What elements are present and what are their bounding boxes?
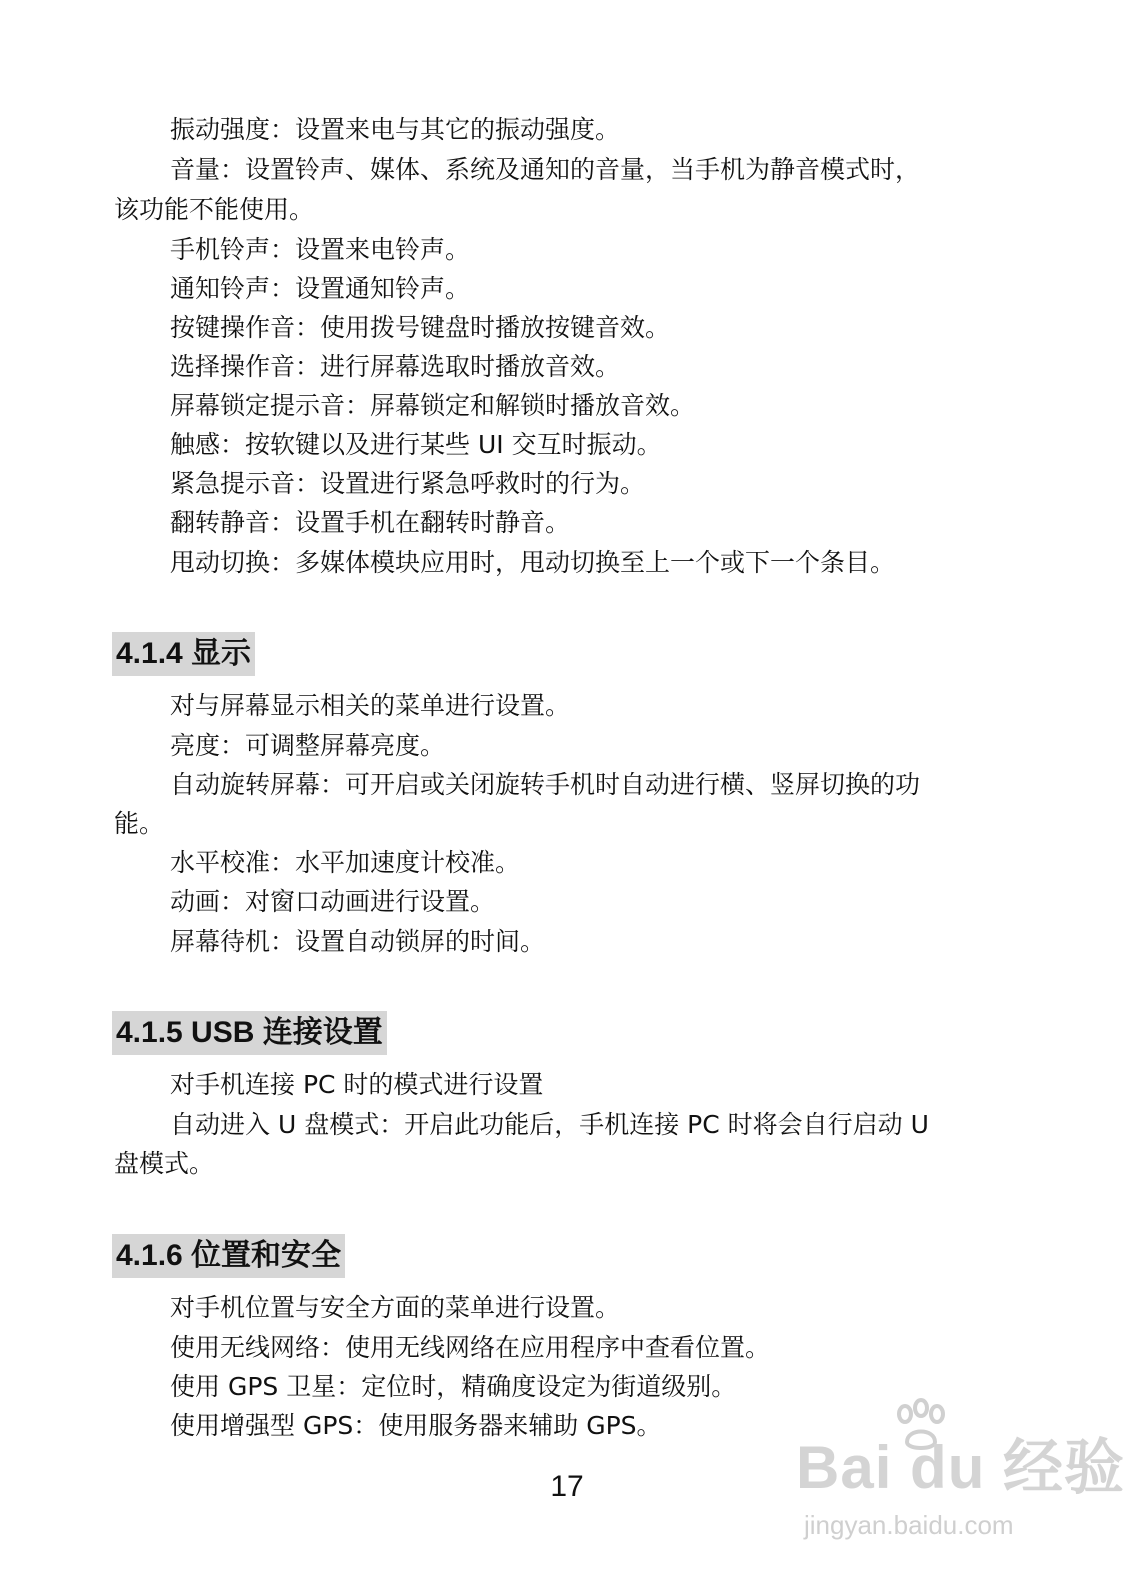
paragraph-agps: 使用增强型 GPS：使用服务器来辅助 GPS。 [170, 1411, 662, 1440]
paragraph-auto-rotate: 自动旋转屏幕：可开启或关闭旋转手机时自动进行横、竖屏切换的功 [170, 770, 921, 799]
paragraph-usb-auto: 自动进入 U 盘模式：开启此功能后，手机连接 PC 时将会自行启动 U [170, 1110, 929, 1139]
paragraph-usb-auto-cont: 盘模式。 [114, 1149, 215, 1178]
paragraph-haptic: 触感：按软键以及进行某些 UI 交互时振动。 [170, 430, 662, 459]
paragraph-calibration: 水平校准：水平加速度计校准。 [170, 848, 521, 877]
paragraph-flip-mute: 翻转静音：设置手机在翻转时静音。 [170, 508, 571, 537]
paragraph-lock-tone: 屏幕锁定提示音：屏幕锁定和解锁时播放音效。 [170, 391, 696, 420]
paragraph-location-intro: 对手机位置与安全方面的菜单进行设置。 [170, 1293, 621, 1322]
paragraph-usb-intro: 对手机连接 PC 时的模式进行设置 [170, 1070, 544, 1099]
paragraph-vibration-strength: 振动强度：设置来电与其它的振动强度。 [170, 115, 621, 144]
paragraph-phone-ringtone: 手机铃声：设置来电铃声。 [170, 235, 471, 264]
paragraph-animation: 动画：对窗口动画进行设置。 [170, 887, 496, 916]
paragraph-volume-cont: 该功能不能使用。 [114, 195, 315, 224]
paragraph-shake-switch: 甩动切换：多媒体模块应用时，甩动切换至上一个或下一个条目。 [170, 548, 896, 577]
paragraph-notification-ringtone: 通知铃声：设置通知铃声。 [170, 274, 471, 303]
paragraph-brightness: 亮度：可调整屏幕亮度。 [170, 731, 446, 760]
paragraph-gps: 使用 GPS 卫星：定位时，精确度设定为街道级别。 [170, 1372, 737, 1401]
paragraph-selection-tone: 选择操作音：进行屏幕选取时播放音效。 [170, 352, 621, 381]
paragraph-volume: 音量：设置铃声、媒体、系统及通知的音量，当手机为静音模式时， [170, 155, 921, 184]
paragraph-wireless-network: 使用无线网络：使用无线网络在应用程序中查看位置。 [170, 1333, 771, 1362]
section-heading-display: 4.1.4 显示 [112, 632, 255, 676]
paragraph-emergency-tone: 紧急提示音：设置进行紧急呼救时的行为。 [170, 469, 646, 498]
section-heading-usb: 4.1.5 USB 连接设置 [112, 1011, 387, 1055]
paragraph-key-tone: 按键操作音：使用拨号键盘时播放按键音效。 [170, 313, 671, 342]
paragraph-display-intro: 对与屏幕显示相关的菜单进行设置。 [170, 691, 571, 720]
baidu-watermark [796, 1398, 1126, 1558]
page-number: 17 [550, 1470, 584, 1503]
watermark-logo-text: Bai du 经验 [796, 1434, 1126, 1501]
paragraph-auto-rotate-cont: 能。 [114, 809, 165, 838]
watermark-url: jingyan.baidu.com [804, 1510, 1014, 1540]
section-heading-location: 4.1.6 位置和安全 [112, 1234, 345, 1278]
paragraph-screen-timeout: 屏幕待机：设置自动锁屏的时间。 [170, 927, 546, 956]
